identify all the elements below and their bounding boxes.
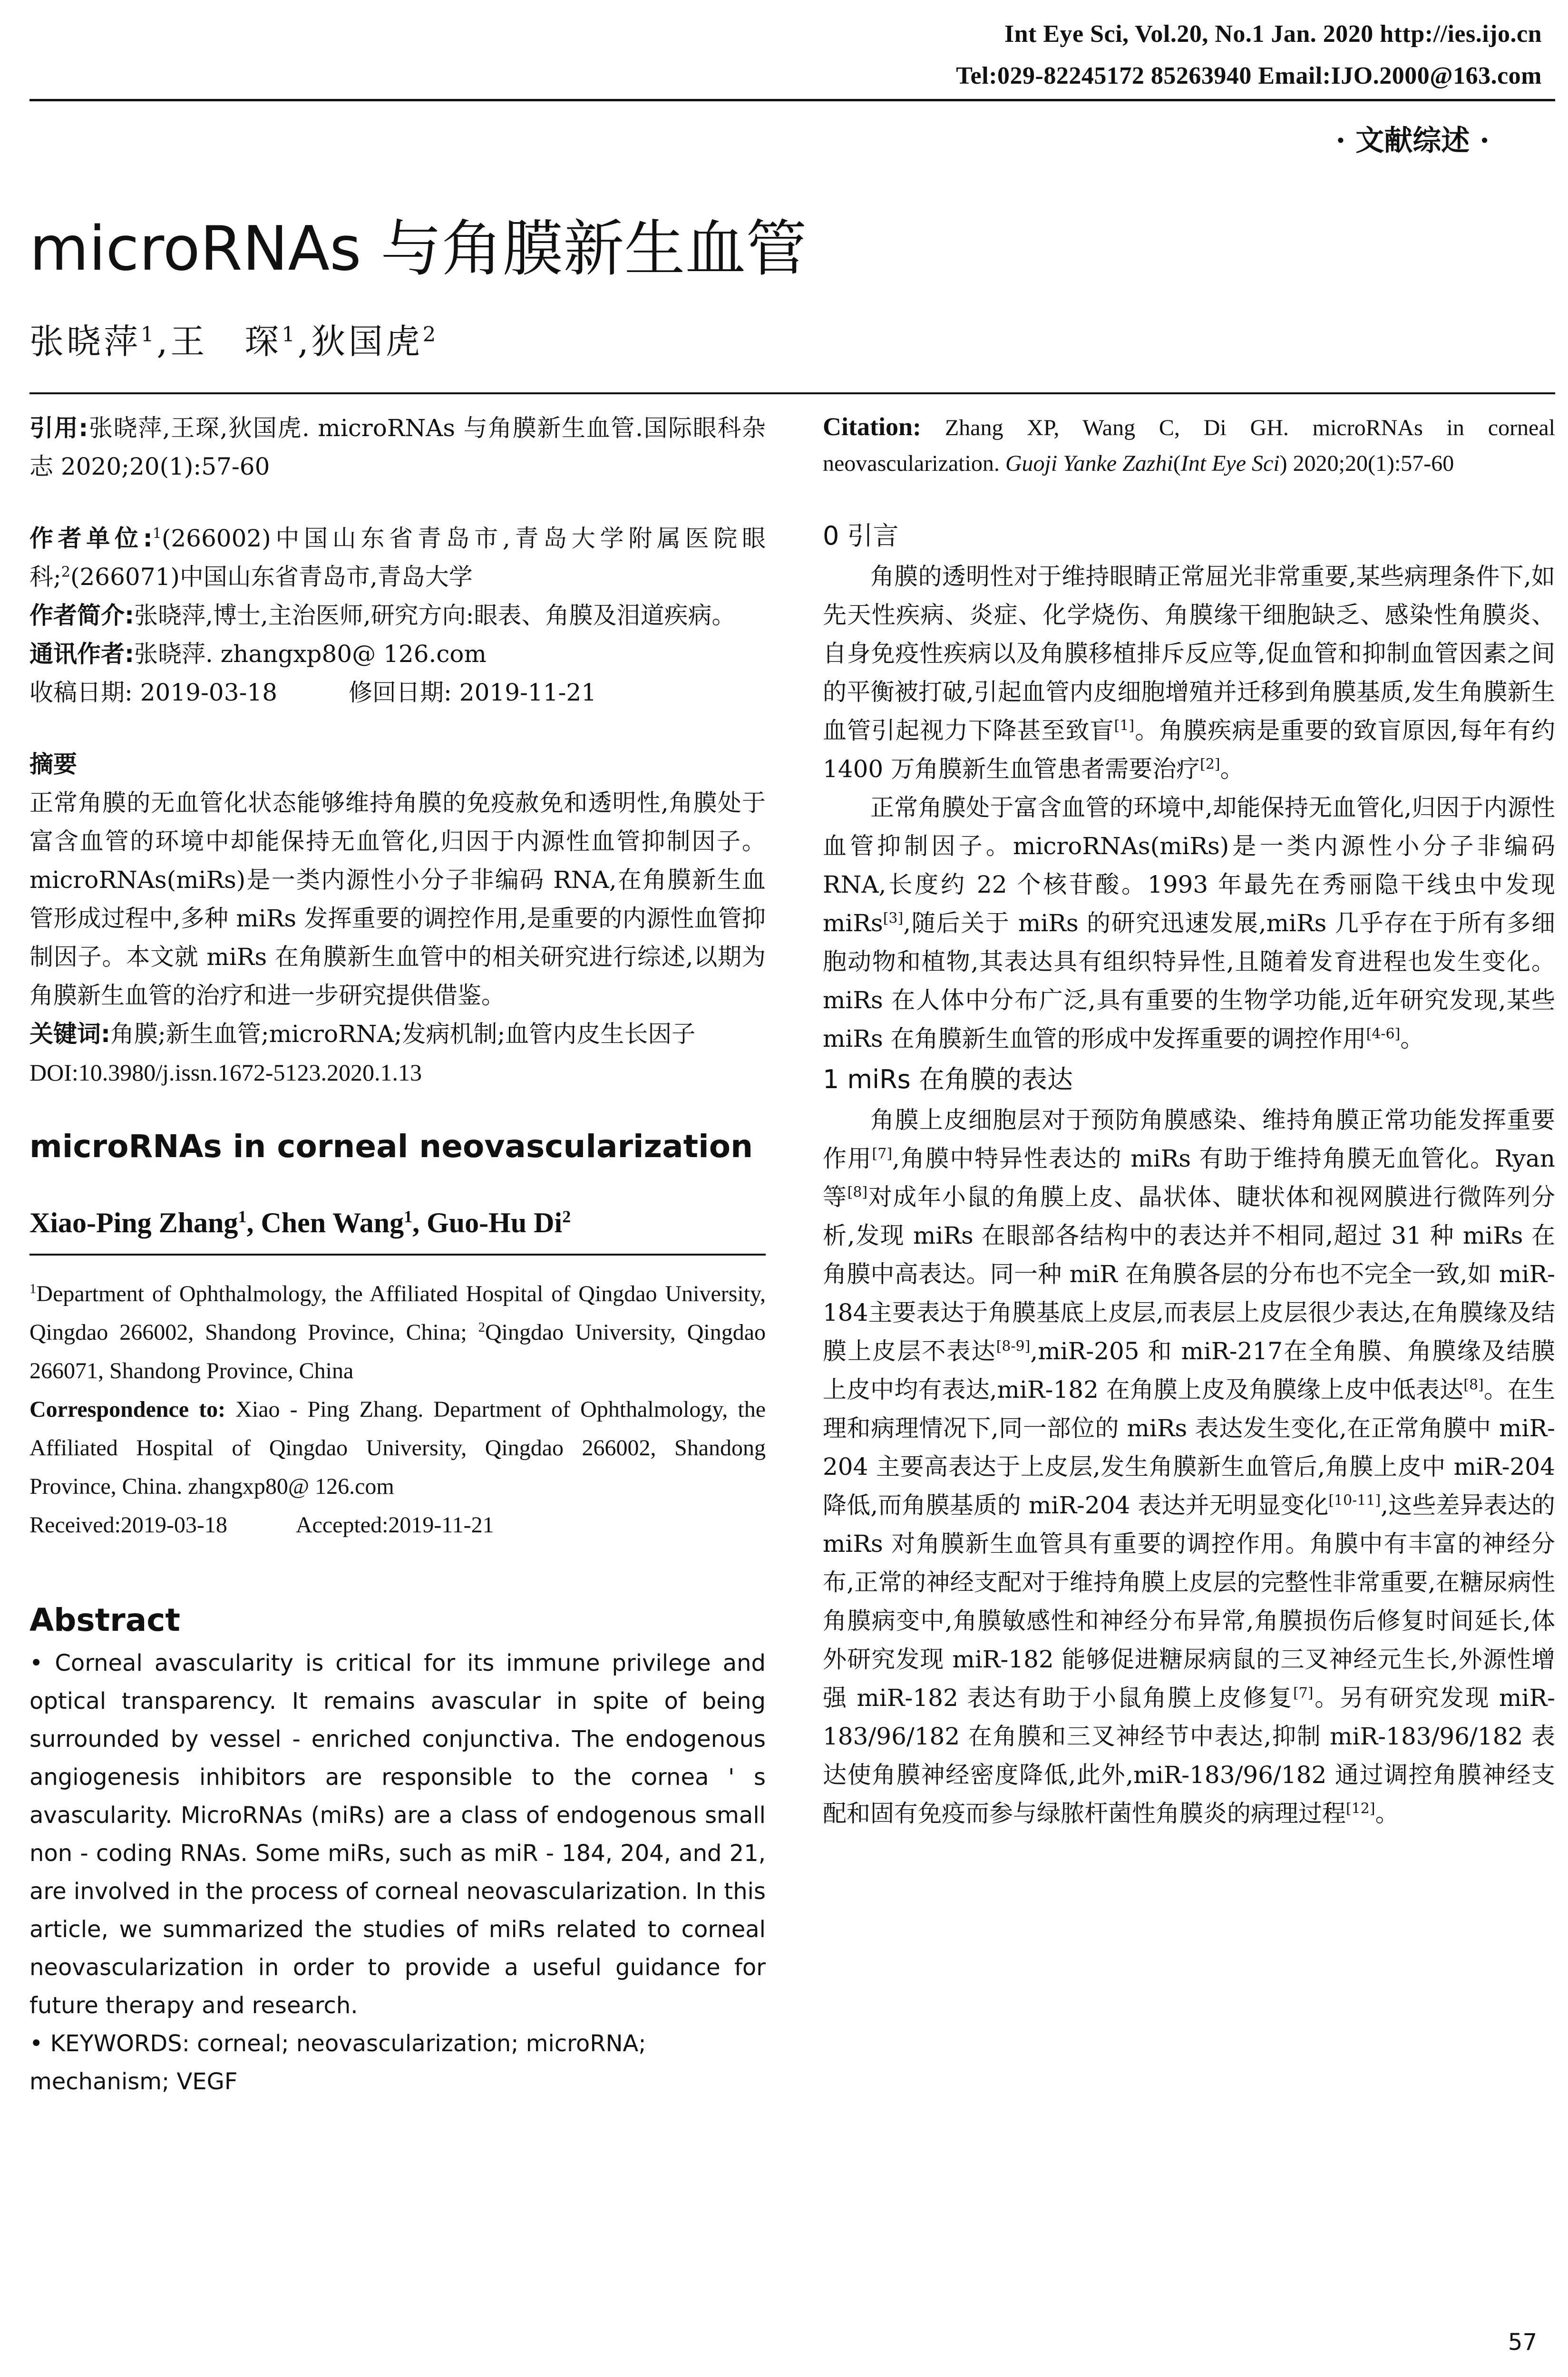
contact-info: Tel:029-82245172 85263940 Email:IJO.2000@163.com	[956, 62, 1542, 89]
reference-sup: [7]	[1293, 1685, 1314, 1702]
section-0-heading: 0 引言	[823, 521, 899, 551]
affil-text: (266071)中国山东省青岛市,青岛大学	[70, 563, 473, 591]
author-bio	[29, 596, 766, 635]
author-name-en: Chen Wang	[261, 1207, 404, 1238]
reference-sup: [7]	[872, 1145, 893, 1162]
article-title-en: microRNAs in corneal neovascularization	[29, 1128, 753, 1165]
reference-sup: [1]	[1114, 717, 1135, 734]
citation-zh	[29, 409, 766, 486]
affil-sup: 2	[478, 1320, 485, 1335]
author-name-en: Guo-Hu Di	[427, 1207, 563, 1238]
text-run: 正常角膜处于富含血管的环境中,却能保持无血管化,归因于内源性血管抑制因子。microRNAs(miRs)是一类内源性小分子非编码 RNA,长度约 22 个核苷酸。1993 年最先在秀丽隐干线虫中发现 miRs	[823, 794, 1555, 937]
reference-sup: [8]	[847, 1184, 868, 1201]
correspondence-en-text: Xiao - Ping Zhang. Department of Ophthalmology, the Affiliated Hospital of Qingdao University, Qingdao 266002, Shandong Province, China. zhangxp80@ 126.com	[29, 1397, 766, 1499]
affil-text: Department of Ophthalmology, the Affiliated Hospital of Qingdao University, Qingdao 266002, Shandong Province, China;	[29, 1281, 766, 1345]
affil-sup: 1	[29, 1281, 37, 1296]
reference-sup: [2]	[1200, 756, 1220, 773]
keywords-zh-text: 角膜;新生血管;microRNA;发病机制;血管内皮生长因子	[110, 1020, 696, 1048]
citation-en-tail: ) 2020;20(1):57-60	[1279, 451, 1454, 476]
author-affil-sup: 1	[404, 1207, 413, 1226]
author-bio-label: 作者简介:	[29, 602, 134, 629]
reference-sup: [3]	[883, 910, 904, 927]
authors-en-rule	[29, 1254, 766, 1256]
section-tag: · 文献综述 ·	[1335, 124, 1490, 157]
text-run: 对成年小鼠的角膜上皮、晶状体、睫状体和视网膜进行微阵列分析,发现 miRs 在眼部各结构中的表达并不相同,超过 31 种 miRs 在角膜中高表达。同一种 miR 在角膜各层的分布也不完全一致,如 miR-184主要表达于角膜基底上皮层,而表层上皮层很少表达,在角膜缘及结膜上皮层不表达	[823, 1183, 1556, 1365]
text-run: ,随后关于 miRs 的研究迅速发展,miRs 几乎存在于所有多细胞动物和植物,其表达具有组织特异性,且随着发育进程也发生变化。miRs 在人体中分布广泛,具有重要的生物学功能,近年研究发现,某些 miRs 在角膜新生血管的形成中发挥重要的调控作用	[823, 909, 1555, 1052]
paragraph	[823, 789, 1555, 1058]
affil-text: Qingdao University, Qingdao 266071, Shandong Province, China	[29, 1320, 766, 1383]
affiliation-zh-label: 作者单位:	[29, 525, 153, 552]
abstract-zh-text: 正常角膜的无血管化状态能够维持角膜的免疫赦免和透明性,角膜处于富含血管的环境中却能保持无血管化,归因于内源性血管抑制因子。microRNAs(miRs)是一类内源性小分子非编码 RNA,在角膜新生血管形成过程中,多种 miRs 发挥重要的调控作用,是重要的内源性血管抑制因子。本文就 miRs 在角膜新生血管中的相关研究进行综述,以期为角膜新生血管的治疗和进一步研究提供借鉴。	[29, 789, 766, 1009]
author-affil-sup: 2	[422, 323, 439, 347]
affiliation-zh	[29, 519, 766, 596]
author-name: 王 琛	[170, 321, 282, 361]
text-run: 。	[1220, 755, 1244, 783]
keywords-en: • KEYWORDS: corneal; neovascularization; microRNA; mechanism; VEGF	[29, 2030, 646, 2095]
paragraph	[823, 1101, 1555, 1833]
citation-en-abbr: Int Eye Sci	[1180, 451, 1280, 476]
affil-sup: 2	[61, 564, 70, 581]
reference-sup: [8-9]	[996, 1338, 1031, 1355]
authors-zh: 张晓萍$^1$,王 琛$^1$,狄国虎$^2$	[29, 321, 439, 361]
text-run: 。	[1400, 1025, 1424, 1052]
corresponding-author	[29, 635, 766, 673]
text-run: ,miR-205 和 miR-217在全角膜、角膜缘及结膜上皮中均有表达,miR-182 在角膜上皮及角膜缘上皮中低表达	[823, 1337, 1555, 1403]
left-column	[29, 409, 766, 2101]
citation-en-journal: Guoji Yanke Zazhi	[1005, 451, 1173, 476]
page-number: 57	[1508, 2329, 1537, 2356]
corresponding-author-text: 张晓萍. zhangxp80@ 126.com	[134, 640, 487, 668]
journal-info: Int Eye Sci, Vol.20, No.1 Jan. 2020 http://ies.ijo.cn	[1004, 20, 1542, 48]
header-rule	[29, 99, 1555, 101]
citation-zh-label: 引用:	[29, 414, 88, 442]
text-run: 。	[1375, 1800, 1399, 1827]
affil-sup: 1	[152, 525, 162, 542]
reference-sup: [12]	[1346, 1800, 1375, 1817]
citation-en-paren: (	[1173, 451, 1181, 476]
author-name: 张晓萍	[29, 321, 141, 361]
reference-sup: [10-11]	[1328, 1492, 1381, 1509]
affiliation-en	[29, 1275, 766, 1390]
author-affil-sup: 2	[562, 1207, 571, 1226]
reference-sup: [4-6]	[1366, 1025, 1401, 1042]
author-name-en: Xiao-Ping Zhang	[29, 1207, 238, 1238]
authors-en: Xiao-Ping Zhang$^1$, Chen Wang$^1$, Guo-Hu Di$^2$	[29, 1207, 571, 1238]
abstract-en-text: • Corneal avascularity is critical for its immune privilege and optical transparency. It remains avascular in spite of being surrounded by vessel - enriched conjunctiva. The endogenous angiogenesis inhibitors are responsible to the cornea ' s avascularity. MicroRNAs (miRs) are a class of endogenous small non - coding RNAs. Some miRs, such as miR - 184, 204, and 21, are involved in the process of corneal neovascularization. In this article, we summarized the studies of miRs related to corneal neovascularization in order to provide a useful guidance for future therapy and research.	[29, 1650, 766, 2019]
text-run: 。另有研究发现 miR-183/96/182 在角膜和三叉神经节中表达,抑制 miR-183/96/182 表达使角膜神经密度降低,此外,miR-183/96/182 通过调控角膜神经支配和固有免疫而参与绿脓杆菌性角膜炎的病理过程	[823, 1684, 1555, 1827]
abstract-zh-label: 摘要	[29, 750, 77, 778]
author-affil-sup: 1	[282, 323, 298, 347]
text-run: 。角膜疾病是重要的致盲原因,每年有约 1400 万角膜新生血管患者需要治疗	[823, 717, 1555, 783]
abstract-en-label: Abstract	[29, 1602, 180, 1638]
dates-zh: 收稿日期: 2019-03-18 修回日期: 2019-11-21	[29, 679, 597, 706]
corresponding-author-label: 通讯作者:	[29, 640, 134, 668]
author-bio-text: 张晓萍,博士,主治医师,研究方向:眼表、角膜及泪道疾病。	[134, 602, 736, 629]
citation-en-label: Citation:	[823, 412, 921, 441]
author-name: 狄国虎	[311, 321, 423, 361]
correspondence-en-label: Correspondence to:	[29, 1397, 226, 1422]
section-1-heading: 1 miRs 在角膜的表达	[823, 1064, 1073, 1094]
dates-en: Received:2019-03-18 Accepted:2019-11-21	[29, 1512, 494, 1538]
keywords-zh	[29, 1015, 766, 1053]
citation-en	[823, 409, 1555, 481]
text-run: 角膜的透明性对于维持眼睛正常屈光非常重要,某些病理条件下,如先天性疾病、炎症、化学烧伤、角膜缘干细胞缺乏、感染性角膜炎、自身免疫性疾病以及角膜移植排斥反应等,促血管和抑制血管因素之间的平衡被打破,引起血管内皮细胞增殖并迁移到角膜基质,发生角膜新生血管引起视力下降甚至致盲	[823, 563, 1555, 744]
author-affil-sup: 1	[141, 323, 157, 347]
text-run: 。在生理和病理情况下,同一部位的 miRs 表达发生变化,在正常角膜中 miR-204 主要高表达于上皮层,发生角膜新生血管后,角膜上皮中 miR-204 降低,而角膜基质的 miR-204 表达并无明显变化	[823, 1376, 1556, 1519]
affil-text: (266002)中国山东省青岛市,青岛大学附属医院眼科;	[29, 525, 766, 591]
keywords-zh-label: 关键词:	[29, 1020, 110, 1048]
doi: DOI:10.3980/j.issn.1672-5123.2020.1.13	[29, 1059, 422, 1086]
right-column	[823, 409, 1555, 1833]
text-run: 角膜上皮细胞层对于预防角膜感染、维持角膜正常功能发挥重要作用	[823, 1106, 1555, 1172]
text-run: ,角膜中特异性表达的 miRs 有助于维持角膜无血管化。Ryan 等	[823, 1145, 1555, 1211]
author-affil-sup: 1	[238, 1207, 247, 1226]
paragraph	[823, 557, 1555, 789]
correspondence-en	[29, 1390, 766, 1506]
title-rule	[29, 392, 1555, 394]
article-title-zh: microRNAs 与角膜新生血管	[29, 214, 807, 284]
text-run: ,这些差异表达的 miRs 对角膜新生血管具有重要的调控作用。角膜中有丰富的神经分布,正常的神经支配对于维持角膜上皮层的完整性非常重要,在糖尿病性角膜病变中,角膜敏感性和神经分布异常,角膜损伤后修复时间延长,体外研究发现 miR-182 能够促进糖尿病鼠的三叉神经元生长,外源性增强 miR-182 表达有助于小鼠角膜上皮修复	[823, 1491, 1555, 1712]
citation-zh-text: 张晓萍,王琛,狄国虎. microRNAs 与角膜新生血管.国际眼科杂志 2020;20(1):57-60	[29, 414, 766, 480]
reference-sup: [8]	[1463, 1376, 1484, 1393]
citation-en-text: Zhang XP, Wang C, Di GH. microRNAs in corneal neovascularization.	[823, 415, 1555, 476]
